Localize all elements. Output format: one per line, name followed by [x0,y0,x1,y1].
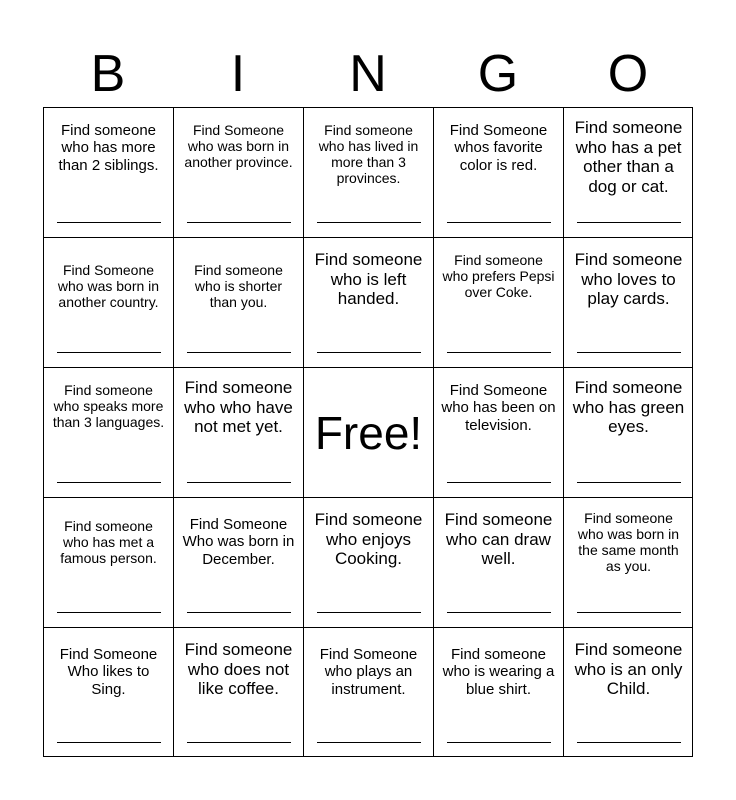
bingo-cell[interactable] [433,627,563,757]
cell-text: Find Someone Who was born in December. [182,516,295,568]
header-letter-o: O [607,45,649,103]
signature-line [577,222,681,223]
signature-line [57,352,161,353]
cell-text: Find someone who was born in the same month as you. [577,510,680,575]
bingo-cell[interactable] [303,237,433,367]
cell-text: Find someone who has a pet other than a dog or cat. [574,118,683,196]
signature-line [57,742,161,743]
cell-text: Find someone who has more than 2 siblings. [58,122,159,174]
bingo-cell[interactable] [43,107,173,237]
bingo-cell[interactable] [433,497,563,627]
bingo-cell[interactable] [303,497,433,627]
signature-line [447,352,551,353]
signature-line [187,352,291,353]
cell-text: Find someone who is shorter than you. [194,262,283,311]
signature-line [57,222,161,223]
signature-line [577,482,681,483]
header-letter-g: G [477,45,519,103]
signature-line [577,612,681,613]
cell-text: Find someone who has met a famous person. [60,518,157,567]
signature-line [187,222,291,223]
header-letter-i: I [230,45,246,103]
bingo-cell[interactable] [43,497,173,627]
signature-line [447,482,551,483]
bingo-cell[interactable] [563,237,693,367]
free-space-label: Free! [314,406,423,459]
bingo-board [43,107,693,757]
cell-text: Find Someone who was born in another country. [57,262,160,311]
bingo-cell[interactable] [43,237,173,367]
bingo-cell[interactable] [433,367,563,497]
cell-text: Find Someone whos favorite color is red. [449,122,548,174]
bingo-cell[interactable] [303,627,433,757]
bingo-cell[interactable] [563,107,693,237]
signature-line [577,742,681,743]
cell-text: Find Someone Who likes to Sing. [59,646,158,698]
bingo-cell[interactable] [43,627,173,757]
signature-line [317,612,421,613]
cell-text: Find someone who enjoys Cooking. [314,510,423,569]
cell-text: Find someone who does not like coffee. [184,640,293,699]
bingo-cell[interactable] [303,107,433,237]
bingo-cell[interactable] [433,107,563,237]
cell-text: Find Someone who has been on television. [441,382,556,434]
cell-text: Find someone who loves to play cards. [574,250,683,309]
bingo-cell[interactable] [173,107,303,237]
signature-line [57,482,161,483]
free-space[interactable] [303,367,433,497]
signature-line [447,742,551,743]
bingo-cell[interactable] [433,237,563,367]
bingo-header [43,44,693,104]
signature-line [187,612,291,613]
bingo-cell[interactable] [563,497,693,627]
cell-text: Find Someone who plays an instrument. [319,646,418,698]
signature-line [57,612,161,613]
cell-text: Find someone who has lived in more than 3 provinces. [318,122,419,187]
bingo-cell[interactable] [563,367,693,497]
cell-text: Find someone who prefers Pepsi over Coke. [442,252,555,301]
signature-line [317,352,421,353]
cell-text: Find someone who speaks more than 3 languages. [52,382,165,431]
signature-line [317,222,421,223]
signature-line [447,612,551,613]
signature-line [187,742,291,743]
cell-text: Find someone who is an only Child. [574,640,683,699]
signature-line [577,352,681,353]
cell-text: Find someone who can draw well. [444,510,553,569]
cell-text: Find Someone who was born in another province. [184,122,293,171]
header-letter-b: B [90,45,126,103]
signature-line [187,482,291,483]
signature-line [447,222,551,223]
signature-line [317,742,421,743]
bingo-cell[interactable] [43,367,173,497]
bingo-cell[interactable] [563,627,693,757]
bingo-cell[interactable] [173,237,303,367]
cell-text: Find someone who is wearing a blue shirt. [442,646,555,698]
header-letter-n: N [349,45,387,103]
cell-text: Find someone who has green eyes. [572,378,685,437]
bingo-cell[interactable] [173,627,303,757]
bingo-cell[interactable] [173,367,303,497]
cell-text: Find someone who is left handed. [314,250,423,309]
bingo-cell[interactable] [173,497,303,627]
cell-text: Find someone who who have not met yet. [184,378,293,437]
